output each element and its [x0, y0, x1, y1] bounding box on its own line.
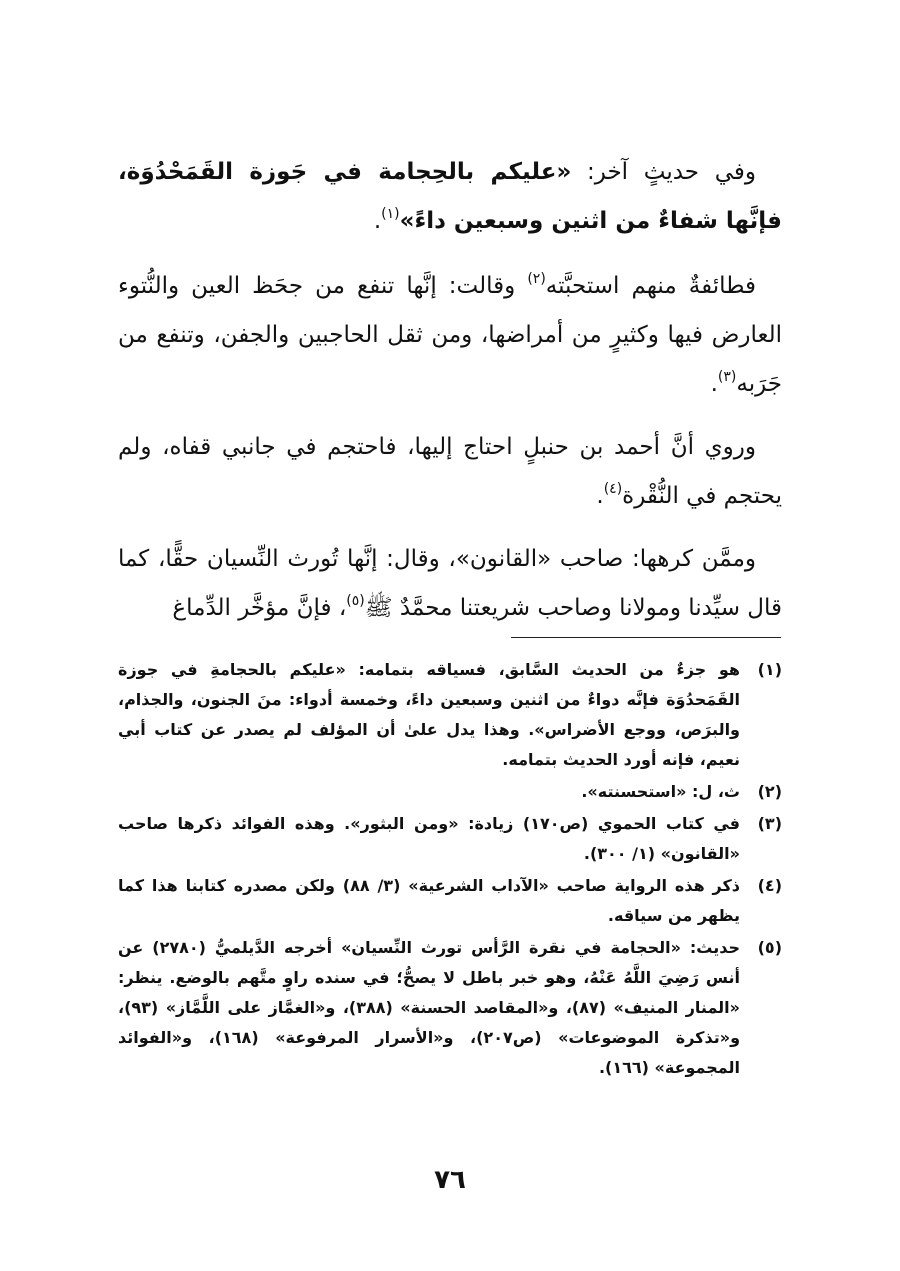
footnote-3 — [118, 809, 782, 869]
footnote-text: حديث: «الحجامة في نقرة الرَّأس تورث النِّسيان» أخرجه الدَّيلميُّ (٢٧٨٠) عن أنس رَضِيَ اللَّهُ عَنْهُ، وهو خبر باطل لا يصحُّ؛ في سنده راوٍ متَّهم بالوضع. ينظر: «المنار المنيف» (٨٧)، و«المقاصد الحسنة» (٣٨٨)، و«الغمَّاز على اللَّمَّاز» (٩٣)، و«تذكرة الموضوعات» (ص٢٠٧)، و«الأسرار المرفوعة» (١٦٨)، و«الفوائد المجموعة» (١٦٦). — [118, 938, 741, 1077]
footnote-number: (٤) — [757, 876, 782, 895]
paragraph-1-end: . — [373, 208, 382, 234]
footnotes — [118, 655, 782, 1085]
hadith-quote: «عليكم بالحِجامة في جَوزة القَمَحْدُوَة، فإنَّها شفاءٌ من اثنين وسبعين داءً» — [118, 159, 782, 234]
paragraph-4 — [118, 535, 782, 633]
footnote-number: (٣) — [757, 814, 782, 833]
footnote-number: (٥) — [757, 938, 782, 957]
paragraph-2-end: . — [710, 371, 718, 397]
paragraph-3 — [118, 423, 782, 521]
paragraph-2 — [118, 262, 782, 409]
footnote-number: (١) — [757, 660, 782, 679]
paragraph-2-text: فطائفةٌ منهم استحبَّته — [545, 273, 756, 299]
footnote-text: في كتاب الحموي (ص١٧٠) زيادة: «ومن البثور». وهذه الفوائد ذكرها صاحب «القانون» (١/ ٣٠٠). — [118, 814, 741, 863]
footnote-ref-1[interactable]: (١) — [381, 206, 400, 222]
main-text — [118, 148, 782, 647]
footnote-text: هو جزءٌ من الحديث السَّابق، فسياقه بتمامه: «عليكم بالحجامةِ في جوزة القَمَحدُوَة فإنَّه دواءٌ من اثنين وسبعين داءً، وخمسة أدواء: منَ الجنون، والجذام، والبرَص، ووجع الأضراس». وهذا يدل علىٰ أن المؤلف لم يصدر عن كتاب أبي نعيم، فإنه أورد الحديث بتمامه. — [118, 660, 740, 769]
paragraph-1-intro: وفي حديثٍ آخر: — [571, 159, 756, 185]
footnote-ref-2[interactable]: (٢) — [527, 271, 546, 287]
footnote-separator — [511, 637, 781, 638]
footnote-ref-5[interactable]: (٥) — [346, 593, 365, 609]
page-number: ٧٦ — [434, 1165, 466, 1195]
footnote-text: ث، ل: «استحسنته». — [581, 782, 740, 801]
footnote-ref-3[interactable]: (٣) — [717, 369, 737, 385]
footnote-1 — [118, 655, 782, 775]
footnote-2 — [118, 777, 782, 807]
paragraph-3-text: وروي أنَّ أحمد بن حنبلٍ احتاج إليها، فاحتجم في جانبي قفاه، ولم يحتجم في النُّقْرة — [118, 434, 782, 509]
paragraph-4-text-cont: ، فإنَّ مؤخَّر الدِّماغ — [172, 595, 347, 621]
paragraph-3-end: . — [596, 483, 604, 509]
footnote-ref-4[interactable]: (٤) — [603, 481, 623, 497]
footnote-text: ذكر هذه الرواية صاحب «الآداب الشرعية» (٣/ ٨٨) ولكن مصدره كتابنا هذا كما يظهر من سياقه. — [118, 876, 740, 925]
footnote-4 — [118, 871, 782, 931]
paragraph-1 — [118, 148, 782, 246]
paragraph-2-text-cont: وقالت: إنَّها تنفع من جحَظ العين والنُّتوء العارض فيها وكثيرٍ من أمراضها، ومن ثقل الحاجبين والجفن، وتنفع من جَرَبه — [118, 273, 782, 397]
footnote-number: (٢) — [757, 782, 782, 801]
footnote-5 — [118, 933, 782, 1083]
paragraph-4-text: وممَّن كرهها: صاحب «القانون»، وقال: إنَّها تُورث النِّسيان حقًّا، كما قال سيِّدنا ومولانا وصاحب شريعتنا محمَّدٌ ﷺ — [118, 546, 782, 621]
